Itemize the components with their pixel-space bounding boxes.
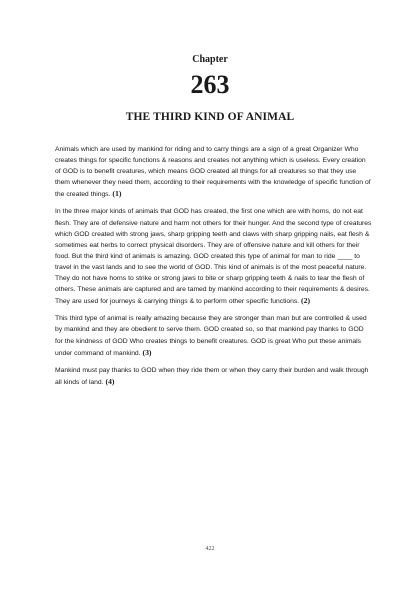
footnote-reference: (3) [142, 347, 152, 357]
paragraph-text: This third type of animal is really amazing because they are stronger than man but are controlled & used by mankind and they are obedient to serve them. GOD created so, so that mankind pay thanks to GOD for the kindness of GOD Who creates things to benefit creatures. GOD is great Who put these animals under command of mankind. [55, 315, 367, 357]
footnote-reference: (2) [301, 296, 310, 306]
chapter-title: THE THIRD KIND OF ANIMAL [125, 111, 295, 123]
footnote-reference: (1) [112, 189, 122, 199]
chapter-label: Chapter [192, 54, 228, 65]
chapter-number: 263 [190, 70, 230, 99]
paragraph-text: Animals which are used by mankind for riding and to carry things are a sign of a great Organizer Who creates things for specific functions & reasons and creates not anything which is useless. Every creation of GOD is to benefit creatures, which means GOD created all things for all creatures so that they use them whenever they need them, according to their requirements with the knowledge of specific function of the created things. [55, 146, 371, 199]
paragraph-3 [55, 313, 373, 358]
body-text [55, 144, 373, 394]
footnote-reference: (4) [105, 376, 115, 386]
paragraph-text: Mankind must pay thanks to GOD when they ride them or when they carry their burden and walk through all kinds of land. [55, 366, 369, 386]
paragraph-4 [55, 365, 373, 388]
paragraph-1 [55, 144, 373, 200]
paragraph-2 [55, 206, 373, 307]
paragraph-text: In the three major kinds of animals that GOD has created, the first one which are with horns, do not eat flesh. They are of defensive nature and harm not others for their hunger. And the second type of creatures which GOD created with strong jaws, sharp gripping teeth and claws with sharp gripping nails, eat flesh & sometimes eat herbs to correct physical disorders. They are of offensive nature and kill others for their food. But the third kind of animals is amazing. GOD created this type of animal for man to ride ____ to travel in the vast lands and to see the world of GOD. This kind of animals is of the most peaceful nature. They do not have horns to strike or strong jaws to bite or sharp gripping teeth & nails to tear the flesh of others. These animals are captured and are tamed by mankind according to their requirements & desires. They are used for journeys & carrying things & to perform other specific functions. [55, 208, 372, 306]
page-number: 422 [205, 546, 215, 552]
